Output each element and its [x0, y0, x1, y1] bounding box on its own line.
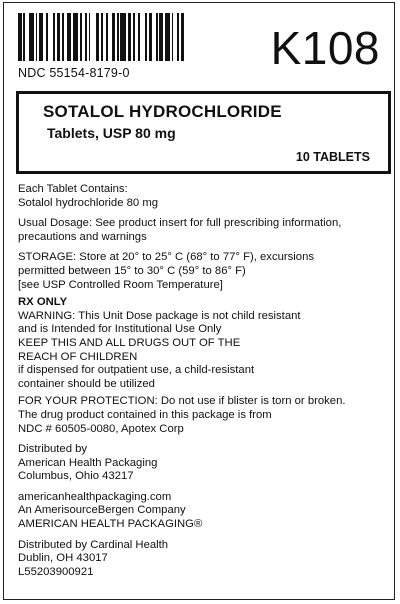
- label-body: [18, 183, 390, 579]
- distributor-line: American Health Packaging: [18, 456, 158, 469]
- source-line: NDC # 60505-0080, Apotex Corp: [18, 422, 184, 435]
- drug-form: Tablets, USP 80 mg: [47, 125, 176, 141]
- dosage-line: precautions and warnings: [18, 230, 147, 243]
- distributor-line: Columbus, Ohio 43217: [18, 470, 134, 483]
- source-line: The drug product contained in this package is from: [18, 408, 272, 421]
- distributor-line: Distributed by Cardinal Health: [18, 538, 169, 551]
- barcode-space: [184, 13, 188, 61]
- drug-label: [3, 2, 395, 600]
- product-name-box: [16, 91, 391, 174]
- tablet-count: 10 TABLETS: [295, 150, 370, 164]
- ndc-number: NDC 55154-8179-0: [18, 66, 130, 80]
- drug-name: SOTALOL HYDROCHLORIDE: [43, 102, 282, 121]
- dosage-line: Usual Dosage: See product insert for full prescribing information,: [18, 217, 342, 230]
- keep-out-line: KEEP THIS AND ALL DRUGS OUT OF THE: [18, 336, 241, 349]
- each-tablet-heading: Each Tablet Contains:: [18, 183, 128, 195]
- storage-line: [see USP Controlled Room Temperature]: [18, 278, 223, 291]
- dispensed-line: if dispensed for outpatient use, a child-resistant: [18, 364, 255, 377]
- barcode: [18, 13, 188, 61]
- storage-line: STORAGE: Store at 20° to 25° C (68° to 77° F), excursions: [18, 251, 315, 264]
- rx-only: RX ONLY: [18, 296, 68, 309]
- protection-line: FOR YOUR PROTECTION: Do not use if blister is torn or broken.: [18, 395, 346, 408]
- lot-code: L55203900921: [18, 565, 94, 578]
- brand-line: AMERICAN HEALTH PACKAGING®: [18, 518, 203, 531]
- dispensed-line: container should be utilized: [18, 377, 155, 390]
- company-line: An AmerisourceBergen Company: [18, 504, 186, 517]
- each-tablet-line: Sotalol hydrochloride 80 mg: [18, 196, 159, 209]
- distributor-line: Distributed by: [18, 443, 88, 456]
- keep-out-line: REACH OF CHILDREN: [18, 350, 138, 363]
- warning-line: and is Intended for Institutional Use Only: [18, 323, 222, 336]
- warning-line: WARNING: This Unit Dose package is not child resistant: [18, 309, 301, 322]
- product-code: K108: [270, 22, 380, 74]
- storage-line: permitted between 15° to 30° C (59° to 86° F): [18, 264, 246, 277]
- distributor-line: Dublin, OH 43017: [18, 552, 108, 565]
- website: americanhealthpackaging.com: [18, 490, 172, 503]
